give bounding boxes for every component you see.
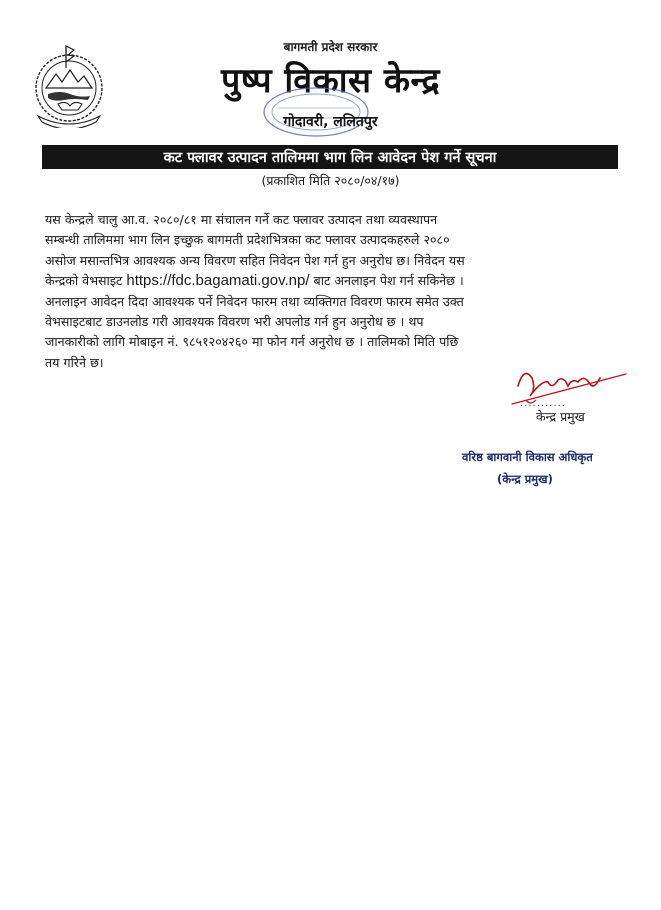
body-line: तय गरिने छ। [45, 354, 104, 370]
officer-role: (केन्द्र प्रमुख) [497, 472, 553, 486]
signature-dots: ........... [520, 398, 566, 409]
organization-title: पुष्प विकास केन्द्र [220, 61, 441, 101]
website-line [45, 271, 613, 291]
body-line: अनलाइन आवेदन दिदा आवश्यक पर्ने निवेदन फारम तथा व्यक्तिगत विवरण फारम समेत उक्त [45, 293, 464, 309]
website-url[interactable]: https://fdc.bagamati.gov.np/ [126, 272, 310, 290]
officer-title: वरिष्ठ बागवानी विकास अधिकृत [462, 450, 593, 464]
body-line: वेभसाइटबाट डाउनलोड गरी आवश्यक विवरण भरी अपलोड गर्न हुन अनुरोध छ । थप [45, 314, 424, 330]
body-line: असोज मसान्तभित्र आवश्यक अन्य विवरण सहित निवेदन पेश गर्न हुन अनुरोध छ। निवेदन यस [45, 252, 465, 268]
government-line: बागमती प्रदेश सरकार [283, 40, 378, 54]
published-date: (प्रकाशित मिति २०८०/०४/१७) [261, 173, 400, 188]
notice-title: कट फ्लावर उत्पादन तालिममा भाग लिन आवेदन पेश गर्ने सूचना [163, 150, 497, 166]
body-line: सम्बन्धी तालिममा भाग लिन इच्छुक बागमती प्रदेशभित्रका कट फ्लावर उत्पादकहरुले २०८० [45, 232, 450, 248]
notice-title-banner [42, 145, 618, 169]
body-line: जानकारीको लागि मोबाइन नं. ९८५१२०४२६० मा फोन गर्न अनुरोध छ । तालिमको मिति पछि [45, 334, 459, 350]
website-suffix: बाट अनलाइन पेश गर्न सकिनेछ । [309, 273, 464, 289]
body-line: यस केन्द्रले चालु आ.व. २०८०/८१ मा संचालन गर्ने कट फ्लावर उत्पादन तथा व्यवस्थापन [45, 212, 438, 227]
website-prefix: केन्द्रको वेभसाइट [45, 273, 127, 289]
signatory-role: केन्द्र प्रमुख [536, 409, 585, 424]
notice-body [45, 210, 613, 373]
location-line: गोदावरी, ललितपुर [283, 114, 378, 130]
